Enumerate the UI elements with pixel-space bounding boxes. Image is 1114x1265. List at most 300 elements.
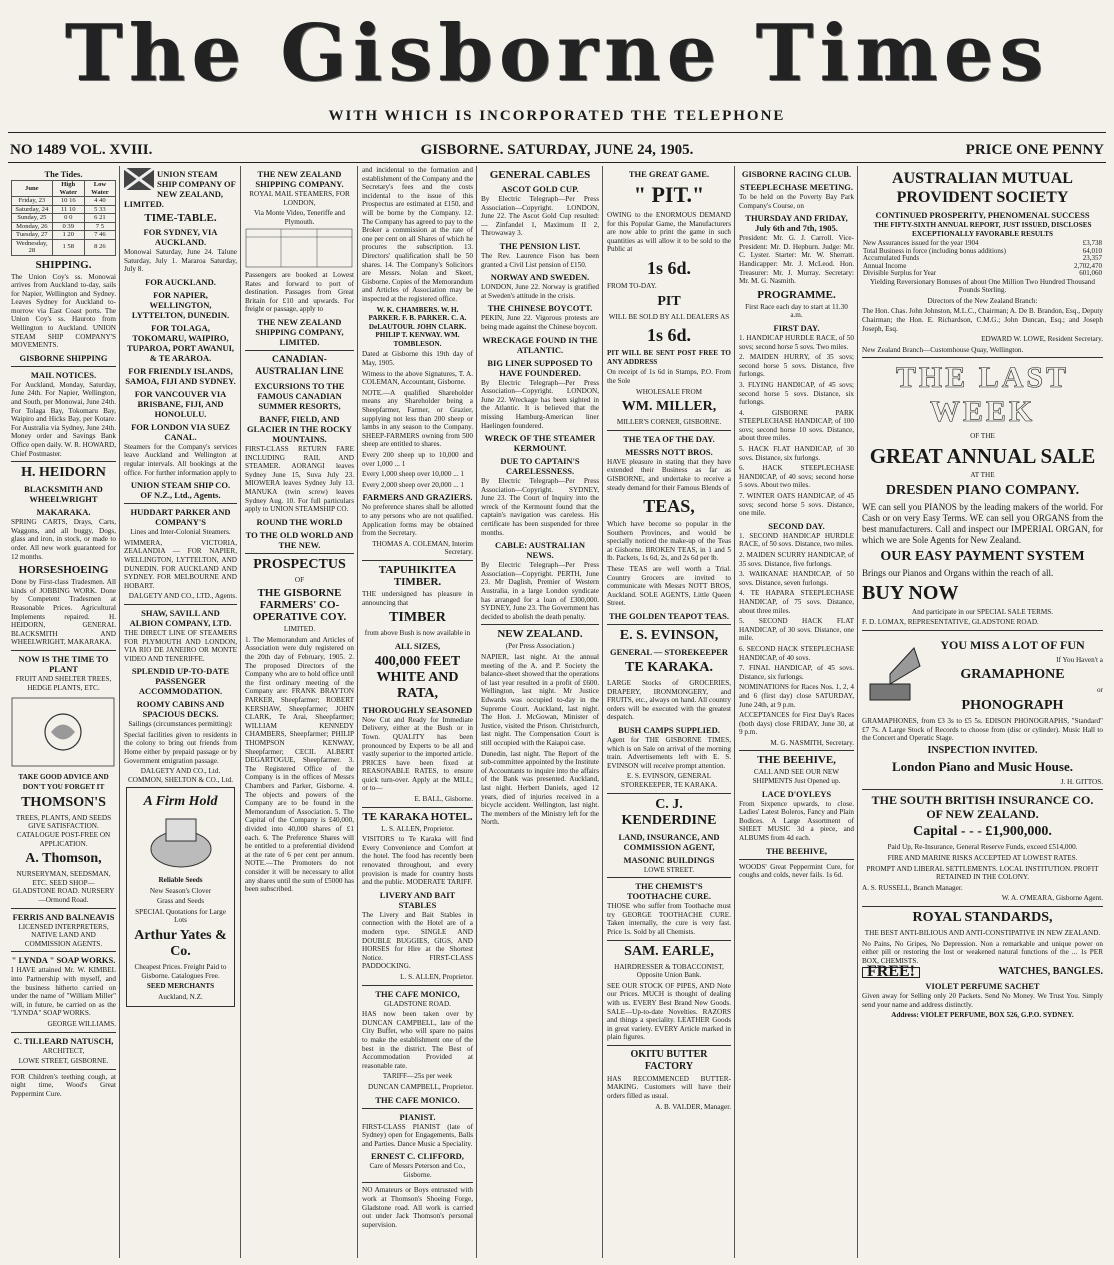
great-game-heading: THE GREAT GAME.	[628, 169, 710, 179]
dated-line: Dated at Gisborne this 19th day of May, 1905.	[362, 350, 473, 368]
pit-text: OWING to the ENORMOUS DEMAND for this Popular Game, the Manufacturers are now able to print the game in such quantities as will allow it to be sold to the Public at	[607, 211, 731, 254]
shipping-heading: SHIPPING.	[35, 258, 92, 271]
shipping-sub: GISBORNE SHIPPING	[19, 352, 108, 363]
shareholder-note: NOTE.—A qualified Shareholder means any Shareholder being a Sheepfarmer, Farmer, or Grazier, supplying not less than 200 sheep or lambs in any season to the Company. SHEEP-FARMERS owning from 500 sheep are entitled to shares.	[362, 388, 473, 449]
suez-heading: FOR LONDON VIA SUEZ CANAL.	[131, 421, 230, 442]
beehive-text: From Sixpence upwards, to close. Ladies' Latest Boleros, Fancy and Plain Bodices. A Large Assortment of SHEET MUSIC 3d a piece, and ALBUMS from 4d each.	[739, 799, 854, 843]
vancouver-heading: FOR VANCOUVER VIA BRISBANE, FIJI, AND HONOLULU.	[134, 388, 227, 419]
section-rule	[11, 461, 116, 462]
timber-heading: TIMBER	[389, 610, 446, 626]
column-5	[478, 166, 602, 1258]
tea-text: HAVE pleasure in stating that they have extended their Business as far as GISBORNE, and undertake to receive a steady demand for their Famous Blends of	[607, 457, 731, 492]
chinese-heading: THE CHINESE BOYCOTT.	[487, 303, 593, 314]
tides-col: Low Water	[84, 181, 115, 197]
column-divider	[857, 166, 858, 1258]
mails-text: For Auckland, Monday, Saturday, June 24th. For Napier, Wellington, and South, per Monowai, June 24th. For Tolaga Bay, Tokomaru Bay, Waipiro and Hicks Bay, per Kotare. For Australia via Sydney, June 24th. Money order and Savings Bank Office open daily. W. R. HOWARD, Chief Postmaster.	[11, 380, 116, 458]
pianist-text: FIRST-CLASS PIANIST (late of Sydney) open for Engagements, Balls and Parties. Dance Music a Speciality.	[362, 1122, 473, 1148]
norway-text: LONDON, June 22. Norway is gratified at Sweden's attitude in the crisis.	[481, 283, 599, 300]
union-flag-icon	[124, 168, 154, 190]
union-agent: UNION STEAM SHIP CO. OF N.Z., Ltd., Agents.	[130, 480, 231, 501]
firm-hold: A Firm Hold	[143, 794, 218, 810]
coop-heading: THE GISBORNE FARMERS' CO-OPERATIVE COY.	[252, 587, 347, 624]
chinese-text: PEKIN, June 22. Vigorous protests are being made against the Chinese boycott.	[481, 314, 599, 331]
lomax-sign: F. D. LOMAX, REPRESENTATIVE, GLADSTONE ROAD.	[862, 618, 1039, 627]
times-agent: Agent for THE GISBORNE TIMES, which is on Sale on arrival of the morning train. Advertisements left with E. S. EVINSON will receive prompt attention.	[607, 736, 731, 770]
canadian-sub: EXCURSIONS TO THE FAMOUS CANADIAN SUMMER RESORTS,	[254, 380, 345, 411]
timber-sub: from above Bush is now available in	[364, 629, 471, 638]
yates-advert	[126, 787, 235, 1007]
canadian-sub2: BANFF, FIELD, AND GLACIER IN THE ROCKY MOUNTAINS.	[247, 413, 352, 444]
or: or	[1097, 686, 1103, 695]
cables-sub: ASCOT GOLD CUP.	[501, 184, 579, 194]
auckland-nz: Auckland, N.Z.	[158, 992, 203, 1001]
amp-label: Divisible Surplus for Year	[863, 269, 937, 278]
ferris-heading: FERRIS AND BALNEAVIS	[12, 911, 115, 922]
royal-standards: ROYAL STANDARDS,	[912, 909, 1053, 925]
race-entry: 2. MAIDEN SCURRY HANDICAP, of 35 sovs. Distance, five furlongs.	[739, 551, 854, 568]
shaw-text: THE DIRECT LINE OF STEAMERS FOR PLYMOUTH AND LONDON, VIA RIO DE JANEIRO OR MONTE VIDEO AND TENERIFFE.	[124, 628, 237, 663]
column-divider	[357, 166, 358, 1258]
participate: And participate in our SPECIAL SALE TERMS.	[911, 607, 1054, 616]
price-2: 1s 6d.	[646, 325, 691, 346]
fifty-sixth-report: THE FIFTY-SIXTH ANNUAL REPORT, JUST ISSUED, DISCLOSES EXCEPTIONALLY FAVORABLE RESULTS	[873, 221, 1092, 238]
tide-cell: 10 16	[52, 197, 84, 206]
cables-text: By Electric Telegraph—Per Press Association—Copyright. LONDON, June 22. The Ascot Gold Cup resulted:— Zinfandel 1, Maximum II 2, Throwaway 3.	[481, 195, 599, 238]
section-rule	[362, 985, 473, 986]
natusch-trade: ARCHITECT,	[42, 1046, 85, 1055]
sailings-note: Sailings (circumstances permitting):	[128, 720, 233, 729]
shaw-sub2: ROOMY CABINS AND SPACIOUS DECKS.	[136, 699, 225, 720]
prompt-settlements: PROMPT AND LIBERAL SETTLEMENTS. LOCAL INSTITUTION. PROFIT RETAINED IN THE COLONY.	[866, 864, 1099, 882]
section-rule	[362, 1108, 473, 1109]
clifford-name: ERNEST C. CLIFFORD,	[371, 1151, 464, 1162]
tapu-text: THE undersigned has pleasure in announcing that	[362, 589, 473, 607]
limited: LIMITED.	[283, 625, 316, 634]
shaw-text2: Special facilities given to residents in the colony to bring out friends from Home either by prepaid passage or by Government emigration passage.	[124, 730, 237, 765]
shaw-agent: DALGETY AND CO., Ltd. COMMON, SHELTON & CO., Ltd.	[127, 767, 234, 784]
column-divider	[240, 166, 241, 1258]
huddart-heading: HUDDART PARKER AND COMPANY'S	[130, 507, 231, 528]
pension-text: The Rev. Laurence Fison has been granted a Civil List pension of £150.	[481, 251, 599, 269]
coleman-sign: THOMAS A. COLEMAN, Interim Secretary.	[372, 539, 473, 557]
earle-text: SEE OUR STOCK OF PIPES, AND Note our Prices. MUCH is thought of dealing with us. EVERY Best Brand New Goods. SALE—Up-to-date Novelties. RAZORS and things a speciality. LEATHER Goods in great variety. EVERY Article marked in plain figures.	[607, 981, 731, 1042]
fire-marine: FIRE AND MARINE RISKS ACCEPTED AT LOWEST RATES.	[887, 853, 1078, 862]
signatories: W. K. CHAMBERS. W. H. PARKER. F. B. PARKER. C. A. DeLAUTOUR. JOHN CLARK. PHILIP T. KENWAY. WM. TOMBLESON.	[368, 305, 467, 348]
pension-heading: THE PENSION LIST.	[499, 240, 581, 251]
tide-cell: Saturday, 24	[12, 205, 53, 214]
round-world: ROUND THE WORLD	[256, 516, 343, 527]
evinson-text: LARGE Stocks of GROCERIES, DRAPERY, IRONMONGERY, and FRUITS, etc., always on hand. All country orders will be executed with the greatest despatch.	[607, 679, 731, 722]
cable-text: By Electric Telegraph—Per Press Association—Copyright. PERTH, June 23. Mr Daglish, Premier of Western Australia, in a large London syndicate has arranged for a loan of £300,000. SYDNEY, June 23. The Government has decided to abolish the death penalty.	[481, 561, 599, 621]
due-heading: DUE TO CAPTAIN'S CARELESSNESS.	[500, 456, 580, 477]
timber-text: Now Cut and Ready for Immediate Delivery, either at the Bush or in Town. QUALITY has been pronounced by Experts to be all and vastly superior to the imported article. PRICES have been fixed at REASONABLE RATES, to ensure quick turn-over. Apply at the MILL; or to—	[362, 715, 473, 793]
seed-merchants: SEED MERCHANTS	[146, 982, 215, 991]
section-rule	[862, 357, 1103, 358]
soap-heading: " LYNDA " SOAP WORKS.	[11, 955, 116, 966]
sbi-heading: THE SOUTH BRITISH INSURANCE CO. OF NEW ZEALAND.	[871, 793, 1094, 822]
liner-text: By Electric Telegraph—Per Press Association—Copyright. LONDON, June 22. Wreckage has been sighted in the Atlantic. It is believed that the missing Hamburg-American liner Haelingen foundered.	[481, 378, 599, 430]
amp-value: 2,702,470	[1074, 261, 1102, 270]
race-entry: 1. SECOND HANDICAP HURDLE RACE, of 50 sovs. Distance, two miles.	[739, 531, 854, 549]
monico-text: HAS now been taken over by DUNCAN CAMPBELL, late of the City Buffet, who will spare no pains to make the establishment one of the best in the district. The Best of Accommodation Provided at reasonable rate.	[362, 1010, 473, 1070]
allen-sign: L. S. ALLEN, Proprietor.	[400, 972, 473, 981]
tides-col: June	[12, 181, 53, 197]
arthur-yates: Arthur Yates & Co.	[134, 928, 227, 959]
mails-heading: MAIL NOTICES.	[30, 369, 97, 380]
evinson-general: GENERAL — STOREKEEPER	[610, 647, 728, 658]
beehive-sub: CALL AND SEE OUR NEW SHIPMENTS Just Opened up.	[752, 768, 841, 786]
amp-value: 601,060	[1079, 269, 1102, 278]
section-rule	[739, 750, 854, 751]
section-rule	[11, 1069, 116, 1070]
okitu-text: HAS RECOMMENCED BUTTER-MAKING. Customers will have their orders filled as usual.	[607, 1074, 731, 1101]
dresden-text: WE can sell you PIANOS by the leading makers of the world. For Cash or on very Easy Terms. WE can sell you ORGANS from the best manufacturers. Call and inspect our IMPERIAL ORGAN, for which we are Sole Agents for New Zealand.	[862, 501, 1103, 545]
gramophone-illustration	[862, 644, 922, 706]
union-heading: UNION STEAM SHIP COMPANY OF NEW ZEALAND, LIMITED.	[124, 169, 236, 209]
take-good-advice-illustration	[11, 697, 115, 767]
tea-heading: THE TEA OF THE DAY.	[623, 433, 715, 444]
special-quotes: SPECIAL Quotations for Large Lots	[135, 907, 226, 925]
programme-heading: PROGRAMME.	[757, 288, 836, 301]
pit-2: PIT	[657, 293, 681, 309]
easy-payment-heading: OUR EASY PAYMENT SYSTEM	[880, 548, 1085, 564]
due-text: By Electric Telegraph—Per Press Association—Copyright. SYDNEY, June 23. The Court of Inquiry into the wreck of the Kermount found that the captain's navigation was careless. His certificate has been suspended for three months.	[481, 477, 599, 537]
amateurs-text: NO Amateurs or Boys entrusted with work at Thomson's Shoeing Forge, Gladstone road. All work is carried out under Jack Thomson's personal supervision.	[362, 1186, 473, 1229]
tide-cell: 7 5	[84, 222, 115, 231]
clifford-addr: Care of Messrs Peterson and Co., Gisborne.	[369, 1162, 466, 1179]
prospectus-heading: PROSPECTUS	[253, 556, 346, 572]
amp-label: Accumulated Funds	[863, 254, 920, 263]
capital-line: Capital - - - £1,900,000.	[913, 824, 1052, 840]
section-rule	[11, 366, 116, 367]
take-good-advice: TAKE GOOD ADVICE AND	[18, 772, 109, 781]
heidorn-text: SPRING CARTS, Drays, Carts, Waggons, and all buggy, Dogs, glass and iron, in stock, or made to order. All new work guaranteed for 12 months.	[11, 518, 116, 561]
nzs-sub: ROYAL MAIL STEAMERS, FOR LONDON,	[249, 190, 350, 207]
race-entry: 2. MAIDEN HURRY, of 35 sovs; second horse 5 sovs. Distance, five furlongs.	[739, 353, 854, 379]
column-4	[359, 166, 476, 1258]
section-rule	[481, 624, 599, 625]
nzs-sailing-table	[245, 228, 353, 268]
column-divider	[119, 166, 120, 1258]
dunedin-text: Dunedin, last night. The Report of the sub-committee appointed by the Institute of Accountants to inquire into the affairs of the Bank was presented. Auckland, last night. Herbert Daniels, aged 12 years, died of injuries received in a bicycle accident. Wellington, last night. The members of the Ministry left for the North.	[481, 749, 599, 827]
amp-value: 64,010	[1082, 246, 1102, 255]
dresden-heading: DRESDEN PIANO COMPANY.	[885, 482, 1080, 498]
teas-heading: TEAS,	[643, 496, 695, 517]
nz-heading: NEW ZEALAND.	[497, 628, 583, 641]
tides-col: High Water	[52, 181, 84, 197]
racing-sub: STEEPLECHASE MEETING.	[740, 182, 853, 192]
tide-cell: 4 40	[84, 197, 115, 206]
section-rule	[11, 908, 116, 909]
peppermint-text: FOR Children's teething cough, at night time, Wood's Great Peppermint Cure.	[11, 1072, 116, 1098]
directors-heading: Directors of the New Zealand Branch:	[927, 296, 1038, 305]
shaw-heading: SHAW, SAVILL AND ALBION COMPANY, LTD.	[129, 607, 232, 628]
livery-text: The Livery and Bait Stables in connection with the Hotel are of a modern type. SINGLE AND DOUBLE BUGGIES, GIGS, AND HORSES for Hire at the Shortest Notice. FIRST-CLASS PADDOCKING.	[362, 910, 473, 971]
omeara-sign: W. A. O'MEARA, Gisborne Agent.	[1001, 894, 1103, 903]
first-race: First Race each day to start at 11.30 a.m.	[745, 302, 848, 320]
seed-hand-illustration	[136, 813, 226, 873]
ferris-text: LICENSED INTERPRETERS, NATIVE LAND AND COMMISSION AGENTS.	[18, 922, 109, 948]
pit-3: PIT WILL BE SENT POST FREE TO ANY ADDRESS	[607, 349, 731, 366]
section-rule	[362, 1182, 473, 1183]
racing-date: THURSDAY AND FRIDAY, July 6th and 7th, 1905.	[745, 213, 848, 234]
miller-name: WM. MILLER,	[621, 399, 717, 415]
tide-cell: Wednesday, 28	[12, 239, 53, 255]
section-rule	[862, 906, 1103, 907]
section-rule	[11, 650, 116, 651]
tolaga-heading: FOR TOLAGA, TOKOMARU, WAIPIRO, TUPAROA, PORT AWANUI, & TE ARAROA.	[126, 322, 235, 363]
shipping-text: The Union Coy's ss. Monowai arrives from Auckland to-day, sails for Napier, Wellington and Sydney. Leaves Sydney for Auckland to-morrow via East Coast ports. The Union Coy's ss. Hauroto from Wellington to Auckland. UNION STEAM SHIP COMPANY'S MOVEMENTS.	[11, 272, 116, 350]
dateline-bar	[0, 142, 1114, 160]
tide-cell: 0 39	[52, 222, 84, 231]
column-divider	[476, 166, 477, 1258]
section-rule	[607, 624, 731, 625]
at-the: AT THE	[970, 471, 995, 480]
column-1	[8, 166, 119, 1258]
all-sizes: ALL SIZES,	[394, 640, 441, 651]
thomson-text: TREES, PLANTS, AND SEEDS GIVE SATISFACTION. CATALOGUE POST-FREE ON APPLICATION.	[15, 813, 112, 848]
amp-value: 23,357	[1082, 254, 1102, 263]
heidorn-trade: BLACKSMITH AND WHEELWRIGHT	[24, 484, 103, 505]
racing-text: To be held on the Poverty Bay Park Company's Course, on	[739, 193, 854, 210]
nz-branch: New Zealand Branch—Customhouse Quay, Wellington.	[862, 345, 1024, 354]
tide-cell: 0 0	[52, 214, 84, 223]
dont-forget: DON'T YOU FORGET IT	[22, 783, 105, 792]
nasmith-sign: M. G. NASMITH, Secretary.	[770, 738, 854, 747]
lowe-street: LOWE STREET.	[643, 865, 695, 874]
column-8	[859, 166, 1106, 1258]
union-text: Steamers for the Company's services leave Auckland and Wellington at regular intervals. All bookings at the office. For further information apply to	[124, 442, 237, 477]
section-rule	[124, 604, 237, 605]
earle-name: SAM. EARLE,	[624, 943, 714, 959]
timetable-heading: TIME-TABLE.	[144, 212, 217, 224]
tariff: TARIFF—25s per week	[382, 1072, 453, 1081]
monico-sign: DUNCAN CAMPBELL, Proprietor.	[367, 1082, 473, 1091]
cable-heading: CABLE: AUSTRALIAN NEWS.	[495, 540, 585, 561]
plant-text: FRUIT AND SHELTER TREES, HEDGE PLANTS, ETC.	[15, 674, 112, 692]
natusch-addr: LOWE STREET, GISBORNE.	[18, 1057, 109, 1066]
farmers-line: FARMERS AND GRAZIERS.	[362, 492, 473, 503]
amp-heading: AUSTRALIAN MUTUAL PROVIDENT SOCIETY	[892, 170, 1073, 206]
pit-heading: " PIT."	[633, 182, 705, 207]
teas-text: Which have become so popular in the Southern Provinces, and would be specially noticed the make-up of the Teas at Gisborne. BROKEN TEAS, in 1 and 5 lb. Packets, 1s 6d, 2s, and 2s 6d per lb.	[607, 520, 731, 563]
nott-heading: MESSRS NOTT BROS.	[625, 446, 713, 457]
dalgety-agent: DALGETY AND CO., LTD., Agents.	[128, 592, 237, 601]
prospectus-of: OF	[294, 575, 305, 584]
watches-label: WATCHES, BANGLES.	[998, 966, 1103, 978]
free-advert	[862, 963, 1103, 981]
date-line: GISBORNE. SATURDAY, JUNE 24, 1905.	[420, 142, 694, 158]
masthead-subtitle: WITH WHICH IS INCORPORATED THE TELEPHONE	[328, 108, 786, 124]
section-rule	[124, 503, 237, 504]
nzs-sub2: Via Monte Video, Teneriffe and Plymouth.	[253, 209, 346, 226]
nz-text: NAPIER, last night. At the annual meeting of the A. and P. Society the balance-sheet showed that the operations of last year resulted in a profit of £600. Wellington, last night. Mr Justice Edwards was occupied to-day in the Supreme Court. Auckland, last night. The Hon. J. McGowan, Minister of Justice, visited the Prison. Christchurch, last night. The Compensation Court is still occupied with the Kaiapoi case.	[481, 653, 599, 747]
price: PRICE ONE PENNY	[965, 142, 1104, 158]
heidorn-name: H. HEIDORN	[21, 465, 106, 481]
tide-cell: Tuesday, 27	[12, 231, 53, 240]
capital-sub: Paid Up, Re-Insurance, General Reserve Funds, exceed £514,000.	[887, 843, 1078, 852]
race-entry: 4. GISBORNE PARK STEEPLECHASE HANDICAP, of 100 sovs; second horse 10 sovs. Distance, about three miles.	[739, 408, 854, 443]
monico-sub: GLADSTONE ROAD.	[384, 999, 451, 1008]
column-7	[736, 166, 857, 1258]
russell-sign: A. S. RUSSELL, Branch Manager.	[862, 883, 963, 892]
beehive-heading: THE BEEHIVE,	[757, 754, 836, 767]
from-today: FROM TO-DAY.	[607, 281, 657, 290]
te-karaka: TE KARAKA.	[625, 660, 713, 676]
section-rule	[362, 807, 473, 808]
last-week-heading: THE LAST WEEK	[895, 361, 1070, 429]
horseshoe-text: Done by First-class Tradesmen. All kinds of JOBBING WORK. Done by Competent Tradesmen at Reasonable Prices. Agricultural Implements repaired. H. HEIDORN, GENERAL BLACKSMITH AND WHEELWRIGHT, MAKARAKA.	[11, 578, 116, 647]
violet-heading: VIOLET PERFUME SACHET	[925, 980, 1040, 991]
column-3	[242, 166, 357, 1258]
nz-sub: (Per Press Association.)	[505, 642, 575, 651]
section-rule	[739, 859, 854, 860]
shares-row: Every 200 sheep up to 10,000 and over 1,000 ... 1	[362, 451, 473, 468]
tide-cell: 1 58	[52, 239, 84, 255]
column-divider	[602, 166, 603, 1258]
if-you-havent: If You Haven't a	[1056, 655, 1103, 664]
amp-value: £3,738	[1082, 239, 1102, 248]
heidorn-town: MAKARAKA.	[36, 507, 91, 518]
okitu-heading: OKITU BUTTER FACTORY	[630, 1048, 708, 1072]
kenderdine-name: C. J. KENDERDINE	[621, 796, 717, 828]
dateline-rule	[8, 162, 1106, 163]
hotel-heading: TE KARAKA HOTEL.	[362, 810, 473, 823]
sydney-heading: FOR SYDNEY, VIA AUCKLAND.	[143, 227, 218, 247]
cables-heading: GENERAL CABLES	[489, 169, 591, 181]
acceptances: ACCEPTANCES for First Day's Races (both days) close FRIDAY, June 30, at 9 p.m.	[739, 711, 854, 737]
tide-cell: Sunday, 25	[12, 214, 53, 223]
section-rule	[607, 940, 731, 941]
nominations: NOMINATIONS for Races Nos. 1, 2, 4 and 6 (first day) close SATURDAY, June 24th, at 9 p.m.	[739, 683, 854, 709]
price-1: 1s 6d.	[646, 257, 691, 278]
inspection-invited: INSPECTION INVITED.	[927, 744, 1038, 756]
soap-text: I HAVE attained Mr. W. KIMBEL into Partnership with myself, and the business hitherto carried on under the name of "William Miller" will, in future, be carried on as the "LYNDA" SOAP WORKS.	[11, 966, 116, 1018]
norway-heading: NORWAY AND SWEDEN.	[490, 272, 590, 283]
section-rule	[862, 789, 1103, 790]
phonograph-heading: PHONOGRAPH	[961, 698, 1064, 713]
chemist-heading: THE CHEMIST'S TOOTHACHE CURE.	[627, 881, 711, 902]
music-house: London Piano and Music House.	[892, 758, 1073, 774]
amp-label: Annual Income	[863, 261, 907, 270]
bonus-text: Yielding Reversionary Bonuses of about One Million Two Hundred Thousand Pounds Sterling.	[869, 277, 1095, 295]
continued-prosperity: CONTINUED PROSPERITY, PHENOMENAL SUCCESS	[875, 210, 1090, 220]
section-rule	[607, 877, 731, 878]
race-entry: 7. WINTER OATS HANDICAP, of 45 sovs; second horse 5 sovs. Distance, one mile.	[739, 492, 854, 518]
royal-sub: THE BEST ANTI-BILIOUS AND ANTI-CONSTIPATIVE IN NEW ZEALAND.	[864, 928, 1101, 937]
monico-heading: THE CAFE MONICO,	[375, 988, 460, 999]
violet-address: Address: VIOLET PERFUME, BOX 526, G.P.O. SYDNEY.	[891, 1011, 1074, 1020]
fiji-heading: FOR FRIENDLY ISLANDS, SAMOA, FIJI AND SYDNEY.	[125, 365, 236, 386]
racing-officers: President: Mr. G. J. Carroll. Vice-President: Mr. D. Hepburn. Judge: Mr. C. Lyster. Starter: Mr. W. Sherratt. Handicapper: Mr. J. McLeod. Hon. Treasurer: Mr. J. Murray. Secretary: Mr. M. G. Nasmith.	[739, 234, 854, 286]
millar-sign: GEORGE WILLIAMS.	[47, 1019, 116, 1028]
buy-now-heading: BUY NOW	[862, 581, 959, 604]
race-entry: 4. TE HAPARA STEEPLECHASE HANDICAP, of 75 sovs. Distance, about three miles.	[739, 589, 854, 615]
easy-text: Brings our Pianos and Organs within the reach of all.	[862, 567, 1054, 578]
natusch-name: C. TILLEARD NATUSCH,	[13, 1035, 114, 1046]
pianist-heading: PIANIST.	[399, 1111, 436, 1122]
section-rule	[607, 793, 731, 794]
canadian-heading: CANADIAN-AUSTRALIAN LINE	[255, 354, 344, 377]
race-entry: 3. WAIKANAE HANDICAP, of 50 sovs. Distance, seven furlongs.	[739, 570, 854, 587]
column-2	[121, 166, 240, 1258]
amp-results-table	[862, 240, 1103, 278]
race-entry: 1. HANDICAP HURDLE RACE, of 50 sovs; second horse 5 sovs. Two miles.	[739, 333, 854, 351]
shares-row: Every 2,000 sheep over 20,000 ... 1	[362, 480, 465, 489]
hotel-sub: L. S. ALLEN, Proprietor.	[381, 824, 454, 833]
great-sale-heading: GREAT ANNUAL SALE	[869, 444, 1096, 469]
auckland-heading: FOR AUCKLAND.	[145, 276, 216, 287]
preference-note: No preference shares shall be allotted to any persons who are not qualified. Application forms may be obtained from the Secretary.	[362, 503, 473, 538]
tide-cell: 11 10	[52, 205, 84, 214]
race-entry: 3. FLYING HANDICAP, of 45 sovs; second horse 5 sovs. Distance, six furlongs.	[739, 380, 854, 407]
shaw-sub: SPLENDID UP-TO-DATE PASSENGER ACCOMMODATION.	[131, 666, 230, 697]
gramophone-advert	[862, 634, 1103, 717]
miss-heading: YOU MISS A LOT OF FUN	[940, 637, 1085, 652]
new-season: New Season's Clover	[149, 886, 212, 895]
royal-text: No Pains, No Gripes, No Depression. Non a remarkable and unique power on either pill or restoring the lost or weakened natural functions of the ... 1s PER BOX, CHEMISTS.	[862, 939, 1103, 965]
seasoned: THOROUGHLY SEASONED	[362, 704, 473, 715]
nzs-heading: THE NEW ZEALAND SHIPPING COMPANY.	[255, 169, 344, 189]
valder-sign: A. B. VALDER, Manager.	[655, 1102, 731, 1111]
land-agent: LAND, INSURANCE, AND COMMISSION AGENT,	[618, 831, 720, 852]
gittos-sign: J. H. GITTOS.	[1060, 777, 1103, 786]
tide-cell: 1 20	[52, 231, 84, 240]
timber-agent: E. BALL, Gisborne.	[414, 795, 473, 804]
nzs-text: Passengers are booked at Lowest Rates and forward to port of destination. Passages from Great Britain for £10 and upwards. For freight or passage, apply to	[245, 270, 354, 314]
first-day-heading: FIRST DAY.	[773, 322, 820, 333]
woods-text: WOODS' Great Peppermint Cure, for coughs and colds, never fails. 1s 6d.	[739, 862, 854, 880]
column-divider	[734, 166, 735, 1258]
section-rule	[11, 1032, 116, 1033]
racing-heading: GISBORNE RACING CLUB.	[741, 169, 852, 179]
violet-text: Given away for Selling only 20 Packets. Send No Money. We Trust You. Simply send your name and address distinctly.	[862, 991, 1103, 1009]
liner-heading: BIG LINER SUPPOSED TO HAVE FOUNDERED.	[487, 357, 593, 378]
grass-seeds: Grass and Seeds	[156, 897, 205, 906]
tides-table	[11, 180, 116, 256]
race-entry: 5. HACK FLAT HANDICAP, of 30 sovs. Distance, six furlongs.	[739, 445, 854, 462]
second-day-heading: SECOND DAY.	[768, 520, 825, 531]
race-entry: 5. SECOND HACK FLAT HANDICAP, of 30 sovs. Distance, one mile.	[739, 617, 854, 643]
section-rule	[362, 560, 473, 561]
golden-teapot: THE GOLDEN TEAPOT TEAS.	[609, 611, 729, 622]
tides-heading: The Tides.	[44, 169, 83, 179]
lowe-manager: EDWARD W. LOWE, Resident Secretary.	[981, 335, 1103, 344]
beehive-2: THE BEEHIVE,	[766, 845, 827, 856]
earle-trade: HAIRDRESSER & TOBACCONIST, Opposite Union Bank.	[614, 962, 724, 980]
section-rule	[607, 1045, 731, 1046]
reliable-seeds: Reliable Seeds	[158, 876, 203, 885]
pit-3-text: On receipt of 1s 6d in Stamps, P.O. From the Sole	[607, 368, 731, 385]
tapuhikitea-heading: TAPUHIKITEA TIMBER.	[378, 563, 457, 588]
wreckage-heading: WRECKAGE FOUND IN THE ATLANTIC.	[482, 334, 598, 355]
huddart-sub: Lines and Inter-Colonial Steamers.	[130, 528, 231, 537]
tide-cell: Friday, 23	[12, 197, 53, 206]
arthur-text: Cheapest Prices. Freight Paid to Gisborne. Catalogues Free.	[134, 963, 227, 980]
tide-cell: 6 21	[84, 214, 115, 223]
evinson-sign: E. S. EVINSON, GENERAL STOREKEEPER, TE KARAKA.	[620, 772, 718, 789]
section-rule	[607, 430, 731, 431]
race-entry: 6. SECOND HACK STEEPLECHASE HANDICAP, of 40 sovs.	[739, 644, 854, 662]
of-the: OF THE	[970, 432, 995, 441]
issue-number: NO 1489 VOL. XVIII.	[10, 142, 153, 158]
nzs-agent: THE NEW ZEALAND SHIPPING COMPANY, LIMITED.	[255, 316, 344, 347]
old-world: TO THE OLD WORLD AND THE NEW.	[245, 529, 354, 550]
steamer-heading: WRECK OF THE STEAMER KERMOUNT.	[484, 433, 596, 454]
canadian-text: FIRST-CLASS RETURN FARE INCLUDING RAIL AND STEAMER. AORANGI leaves Sydney June 15, Suva July 23. MIOWERA leaves Sydney July 13. MANUKA (twin screw) leaves Sydney Aug. 10. For full particulars apply to UNION STEAMSHIP CO.	[245, 444, 354, 514]
wholesale: WHOLESALE FROM	[635, 387, 703, 396]
monico-2: THE CAFE MONICO.	[375, 1094, 460, 1105]
